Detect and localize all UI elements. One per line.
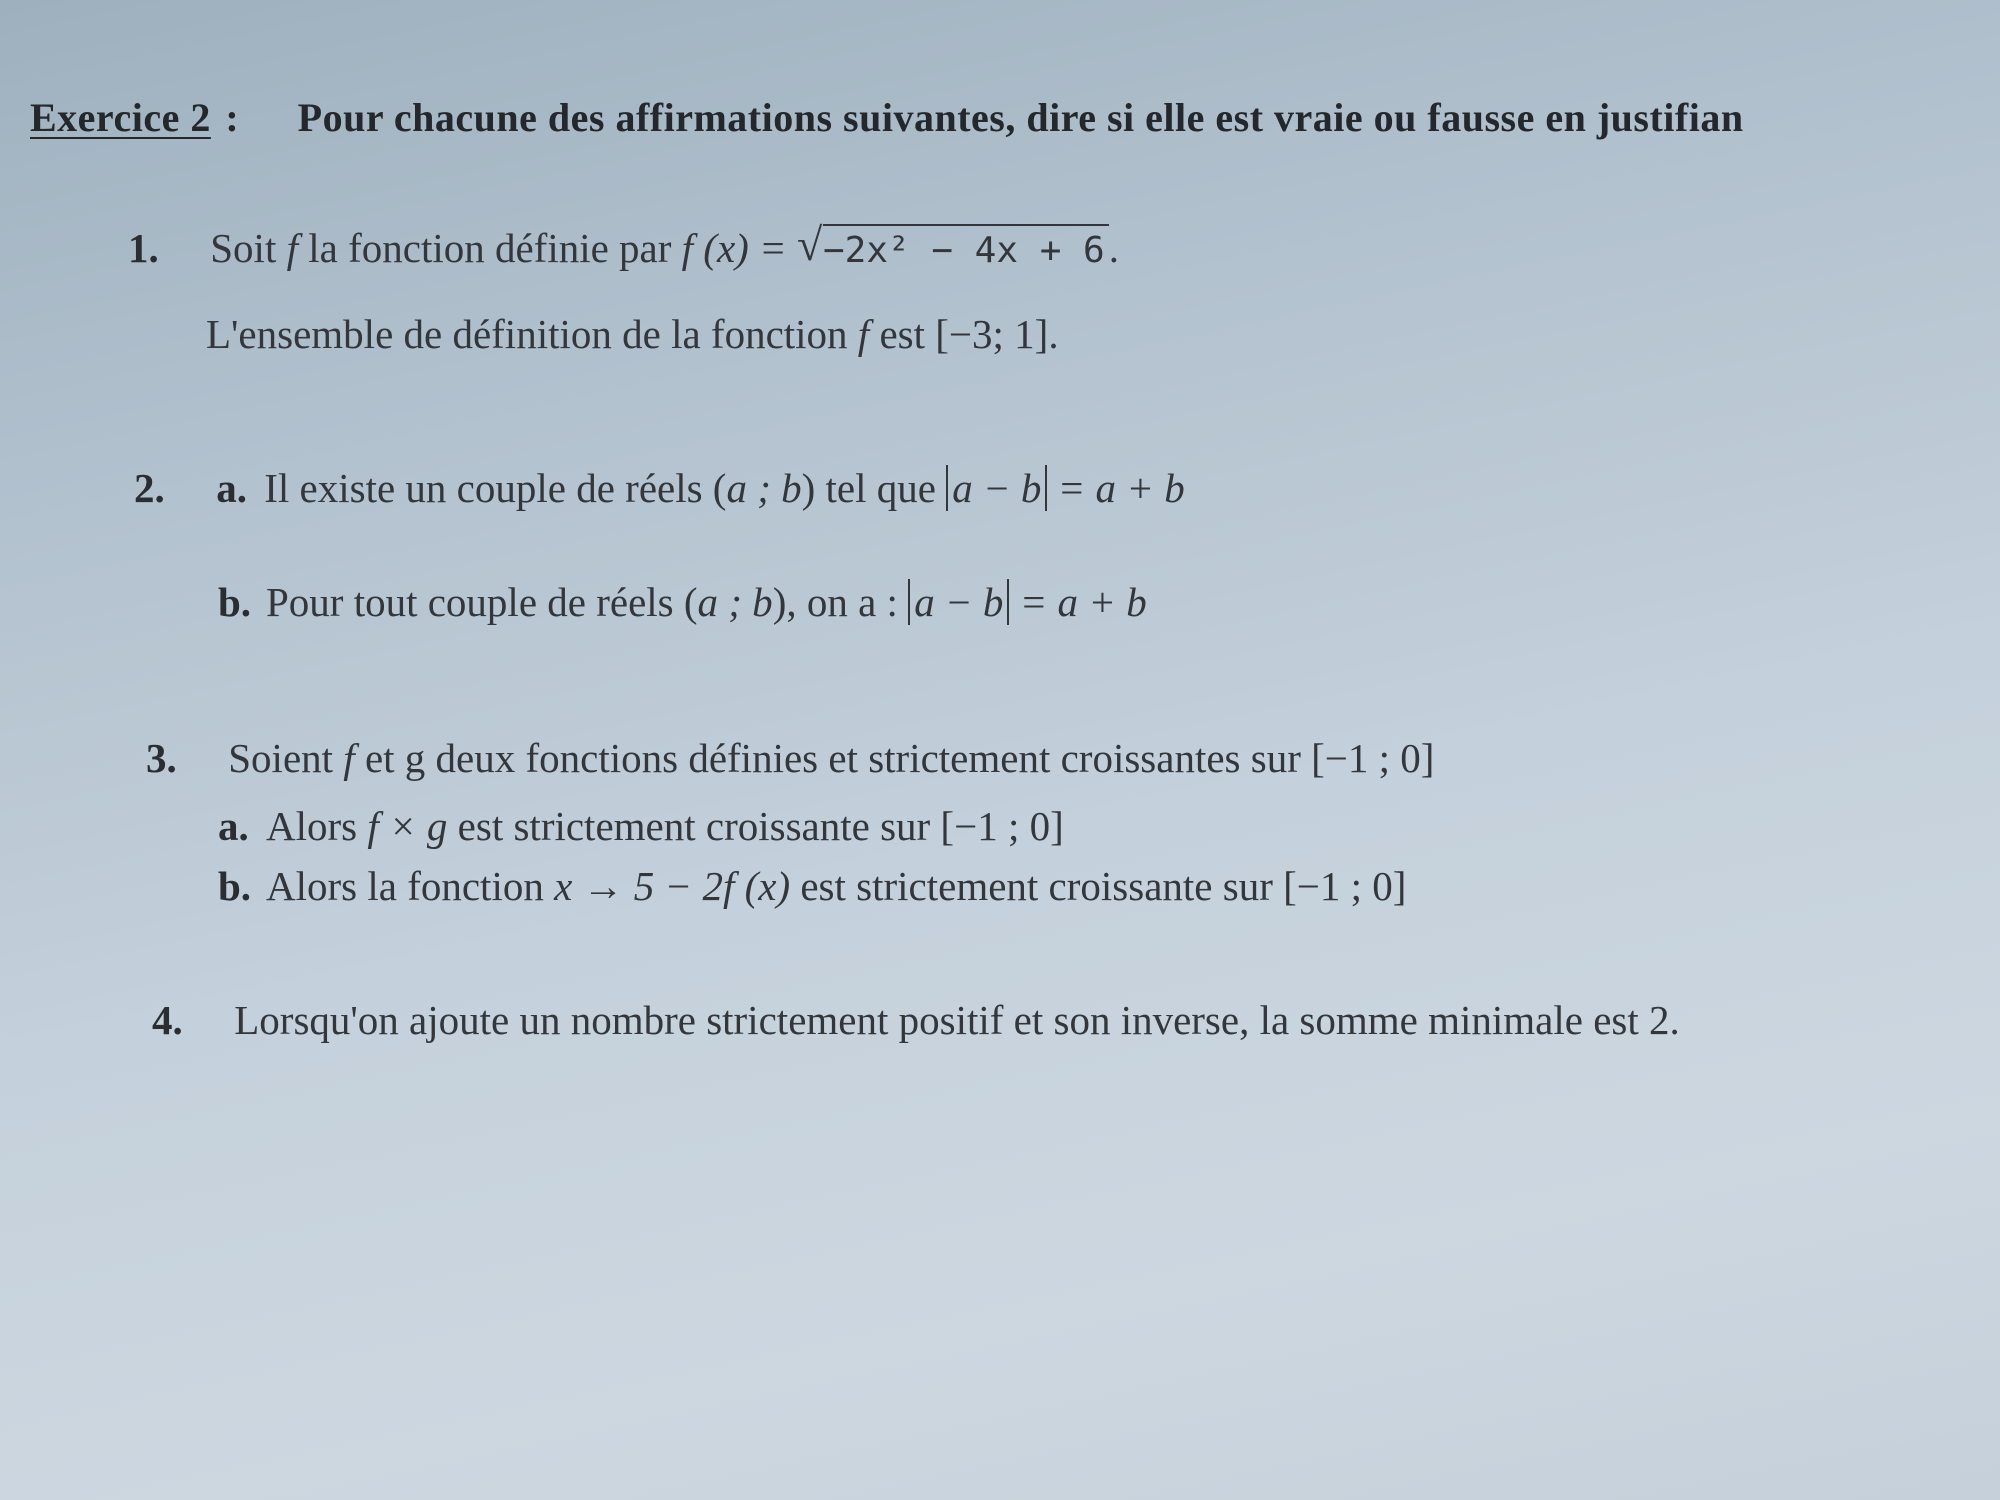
item-4-number: 4.	[152, 997, 183, 1043]
item-1-number: 1.	[128, 225, 159, 271]
item-1-claim	[206, 311, 1059, 357]
item-1-claim-func: f	[857, 311, 870, 357]
item-3b-text: Alors la fonction	[266, 863, 555, 909]
item-1-intro: Soit	[210, 225, 287, 271]
item-1-claim-rest: est [−3; 1].	[869, 311, 1059, 357]
item-3-mid: et g deux fonctions définies et strictement croissantes sur [−1 ; 0]	[354, 735, 1435, 781]
item-3a-expr: f × g	[367, 803, 448, 849]
item-1-claim-text: L'ensemble de définition de la fonction	[206, 311, 858, 357]
item-2-number: 2.	[134, 465, 165, 511]
item-2b-pair: a ; b	[697, 579, 773, 625]
item-3-intro: Soient	[228, 735, 344, 781]
item-2b-rhs: = a + b	[1009, 579, 1147, 625]
square-root	[796, 219, 1109, 271]
item-2a-rhs: = a + b	[1047, 465, 1185, 511]
item-2a-abs: a − b	[946, 465, 1047, 511]
item-3-statement	[146, 735, 1435, 781]
item-2a-text2: ) tel que	[801, 465, 947, 511]
radical-sign-icon: √	[796, 219, 823, 270]
item-3b-statement	[218, 863, 1407, 909]
item-3-number: 3.	[146, 735, 177, 781]
item-2a-label: a.	[216, 465, 247, 511]
item-3a-statement	[218, 803, 1064, 849]
item-3a-text: Alors	[266, 803, 368, 849]
header-colon: :	[225, 95, 240, 140]
exercise-label: Exercice 2	[30, 95, 211, 140]
item-2b-abs: a − b	[908, 579, 1009, 625]
item-2b-label: b.	[218, 579, 252, 625]
item-1-lhs: f (x) =	[681, 225, 797, 271]
exercise-header	[30, 95, 1744, 140]
item-1-end: .	[1108, 225, 1119, 271]
item-2b-text2: ), on a :	[772, 579, 909, 625]
item-1-radicand: −2x² − 4x + 6	[823, 224, 1109, 271]
item-2b-text: Pour tout couple de réels (	[266, 579, 698, 625]
item-3b-expr: x → 5 − 2f (x)	[554, 863, 791, 909]
item-1-mid: la fonction définie par	[298, 225, 682, 271]
item-2a-statement	[134, 465, 1185, 511]
item-4-text: Lorsqu'on ajoute un nombre strictement positif et son inverse, la somme minimale est 2.	[234, 997, 1680, 1043]
item-3a-label: a.	[218, 803, 249, 849]
item-2a-text: Il existe un couple de réels (	[264, 465, 727, 511]
item-3a-rest: est strictement croissante sur [−1 ; 0]	[447, 803, 1064, 849]
item-2a-pair: a ; b	[726, 465, 802, 511]
item-1-statement	[128, 219, 1119, 271]
item-3b-rest: est strictement croissante sur [−1 ; 0]	[790, 863, 1407, 909]
item-1-func: f	[286, 225, 298, 271]
item-3-f: f	[343, 735, 355, 781]
item-3b-label: b.	[218, 863, 252, 909]
exercise-instruction: Pour chacune des affirmations suivantes, dire si elle est vraie ou fausse en justifian	[297, 95, 1744, 140]
item-2b-statement	[218, 579, 1147, 625]
item-4-statement	[152, 997, 1680, 1043]
